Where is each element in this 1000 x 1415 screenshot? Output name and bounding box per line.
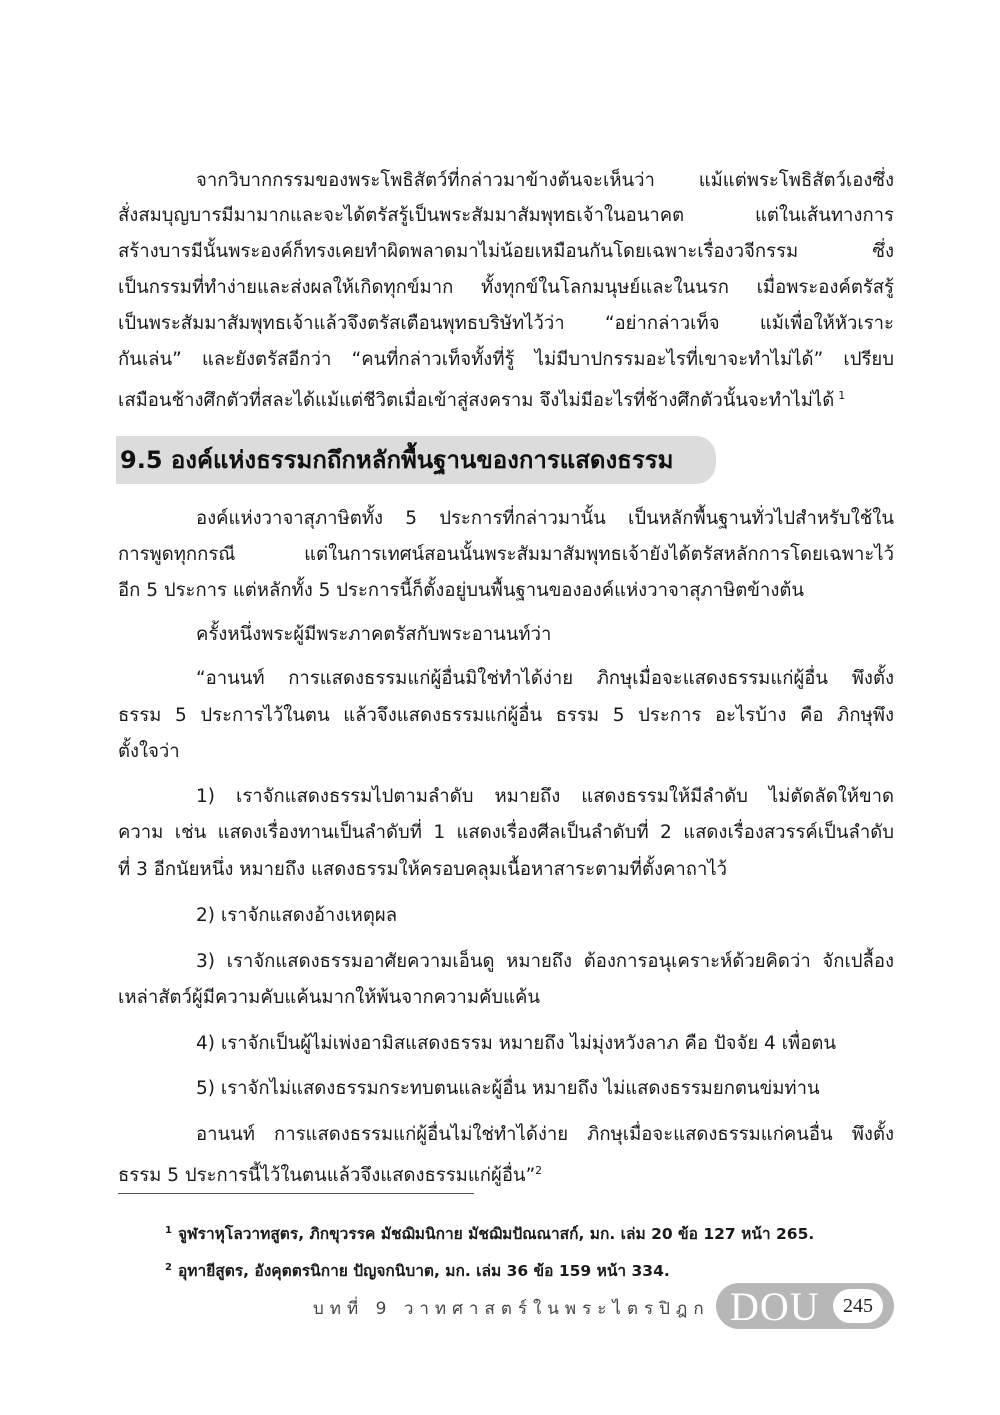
- quote-line: ตั้งใจว่า: [118, 741, 180, 762]
- footnote-text: อุทายีสูตร, อังคุตตรนิกาย ปัญจกนิบาต, มก. เล่ม 36 ข้อ 159 หน้า 334.: [177, 1262, 670, 1281]
- footnote-number: 1: [165, 1225, 172, 1236]
- list-item-line: 1) เราจักแสดงธรรมไปตามลำดับ หมายถึง แสดงธรรมให้มีลำดับ ไม่ตัดลัดให้ขาด: [196, 786, 894, 807]
- quote-line: ธรรม 5 ประการไว้ในตน แล้วจึงแสดงธรรมแก่ผู้อื่น ธรรม 5 ประการ อะไรบ้าง คือ ภิกษุพึง: [118, 705, 894, 726]
- intro-line: กันเล่น” และยังตรัสอีกว่า “คนที่กล่าวเท็จทั้งที่รู้ ไม่มีบาปกรรมอะไรที่เขาจะทำไม่ได้” เปรียบ: [118, 349, 894, 370]
- page-number: 245: [833, 1289, 883, 1323]
- quote-line: อานนท์ การแสดงธรรมแก่ผู้อื่นไม่ใช่ทำได้ง่าย ภิกษุเมื่อจะแสดงธรรมแก่คนอื่น พึงตั้ง: [196, 1124, 894, 1145]
- list-item-line: ที่ 3 อีกนัยหนึ่ง หมายถึง แสดงธรรมให้ครอบคลุมเนื้อหาสาระตามที่ตั้งคาถาไว้: [118, 859, 728, 880]
- dou-logo: DOU: [730, 1284, 820, 1329]
- list-item-line: 3) เราจักแสดงธรรมอาศัยความเอ็นดู หมายถึง ต้องการอนุเคราะห์ด้วยคิดว่า จักเปลื้อง: [196, 951, 894, 972]
- chapter-footer: บทที่ 9 วาทศาสตร์ในพระไตรปิฎก: [313, 1299, 710, 1319]
- section-title: 9.5 องค์แห่งธรรมกถึกหลักพื้นฐานของการแสดงธรรม: [120, 446, 674, 474]
- list-item-line: 4) เราจักเป็นผู้ไม่เพ่งอามิสแสดงธรรม หมายถึง ไม่มุ่งหวังลาภ คือ ปัจจัย 4 เพื่อตน: [196, 1033, 836, 1054]
- intro-line: สร้างบารมีนั้นพระองค์ก็ทรงเคยทำผิดพลาดมาไม่น้อยเหมือนกันโดยเฉพาะเรื่องวจีกรรม ซึ่ง: [118, 241, 894, 262]
- footnote-ref: 2: [535, 1164, 543, 1177]
- footnote-divider: [118, 1193, 474, 1194]
- intro-line-last: [118, 383, 894, 414]
- quote-line: “อานนท์ การแสดงธรรมแก่ผู้อื่นมิใช่ทำได้ง่าย ภิกษุเมื่อจะแสดงธรรมแก่ผู้อื่น พึงตั้ง: [196, 668, 894, 689]
- intro-line: จากวิบากกรรมของพระโพธิสัตว์ที่กล่าวมาข้างต้นจะเห็นว่า แม้แต่พระโพธิสัตว์เองซึ่ง: [196, 170, 894, 191]
- list-item-line: ความ เช่น แสดงเรื่องทานเป็นลำดับที่ 1 แสดงเรื่องศีลเป็นลำดับที่ 2 แสดงเรื่องสวรรค์เป็นลำดับ: [118, 822, 894, 843]
- body-line: ครั้งหนึ่งพระผู้มีพระภาคตรัสกับพระอานนท์ว่า: [196, 624, 552, 645]
- footnote-2: [165, 1257, 670, 1282]
- footnote-ref: 1: [838, 389, 846, 402]
- body-line: อีก 5 ประการ แต่หลักทั้ง 5 ประการนี้ก็ตั้งอยู่บนพื้นฐานขององค์แห่งวาจาสุภาษิตข้างต้น: [118, 580, 805, 601]
- quote-line-last: [118, 1158, 894, 1189]
- intro-line: เป็นกรรมที่ทำง่ายและส่งผลให้เกิดทุกข์มาก ทั้งทุกข์ในโลกมนุษย์และในนรก เมื่อพระองค์ตรัสรู้: [118, 277, 894, 298]
- intro-line-text: เสมือนช้างศึกตัวที่สละได้แม้แต่ชีวิตเมื่อเข้าสู่สงคราม จึงไม่มีอะไรที่ช้างศึกตัวนั้นจะทำไม่ได้: [118, 390, 835, 412]
- quote-line-text: ธรรม 5 ประการนี้ไว้ในตนแล้วจึงแสดงธรรมแก่ผู้อื่น”: [118, 1165, 536, 1187]
- body-line: การพูดทุกกรณี แต่ในการเทศน์สอนนั้นพระสัมมาสัมพุทธเจ้ายังได้ตรัสหลักการโดยเฉพาะไว้: [118, 544, 894, 565]
- body-line: องค์แห่งวาจาสุภาษิตทั้ง 5 ประการที่กล่าวมานั้น เป็นหลักพื้นฐานทั่วไปสำหรับใช้ใน: [196, 508, 894, 529]
- footnote-1: [165, 1220, 814, 1245]
- list-item-line: 5) เราจักไม่แสดงธรรมกระทบตนและผู้อื่น หมายถึง ไม่แสดงธรรมยกตนข่มท่าน: [196, 1078, 820, 1099]
- intro-line: เป็นพระสัมมาสัมพุทธเจ้าแล้วจึงตรัสเตือนพุทธบริษัทไว้ว่า “อย่ากล่าวเท็จ แม้เพื่อให้หัวเราะ: [118, 313, 894, 334]
- list-item-line: เหล่าสัตว์ผู้มีความคับแค้นมากให้พ้นจากความคับแค้น: [118, 987, 541, 1008]
- footnote-text: จูฬราหุโลวาทสูตร, ภิกขุวรรค มัชฌิมนิกาย มัชฌิมปัณณาสก์, มก. เล่ม 20 ข้อ 127 หน้า 265.: [177, 1225, 815, 1244]
- list-item-line: 2) เราจักแสดงอ้างเหตุผล: [196, 905, 398, 926]
- intro-line: สั่งสมบุญบารมีมามากและจะได้ตรัสรู้เป็นพระสัมมาสัมพุทธเจ้าในอนาคต แต่ในเส้นทางการ: [118, 205, 894, 226]
- footnote-number: 2: [165, 1262, 172, 1273]
